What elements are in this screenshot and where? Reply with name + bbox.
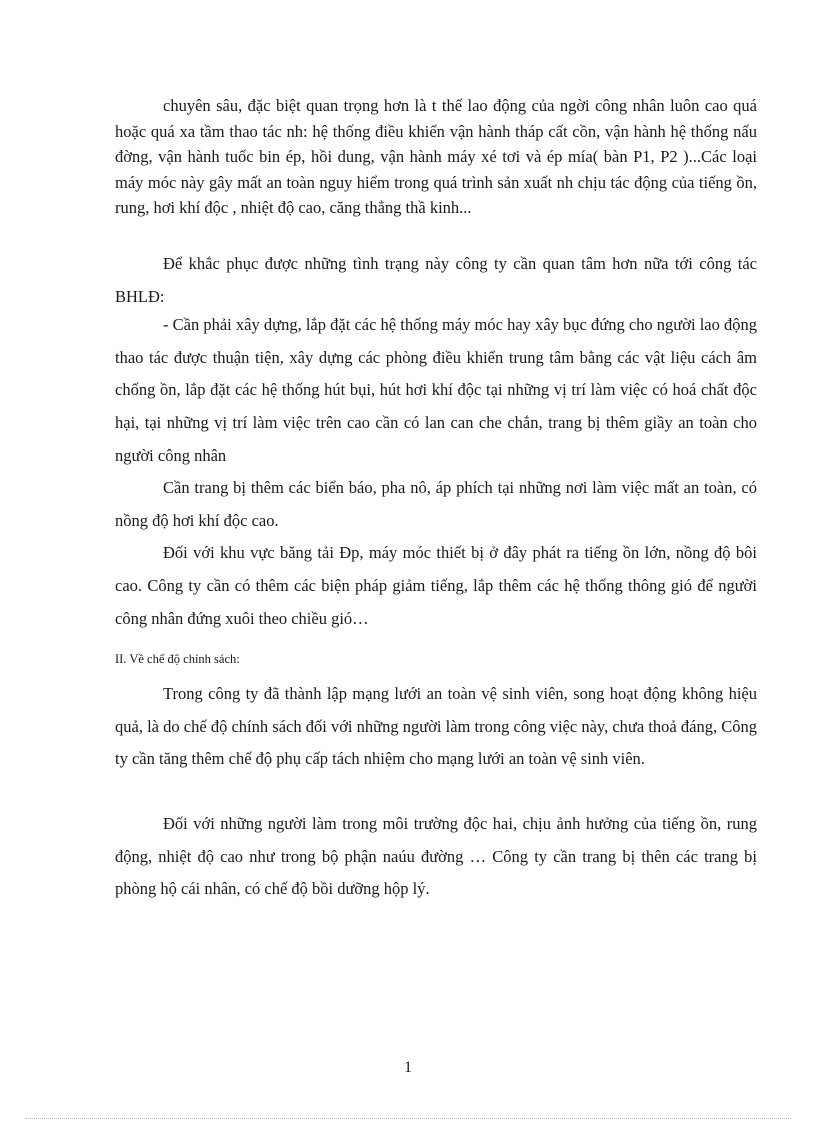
- footer-divider: [25, 1118, 791, 1119]
- paragraph-hazard-workers: Đối với những người làm trong môi trường độc hai, chịu ảnh hưởng của tiếng ồn, rung động, nhiệt độ cao như trong bộ phận naúu đường … Công ty cần trang bị thên các trang bị phòng hộ cái nhân, có chế độ bồi dưỡng hộp lý.: [115, 814, 757, 899]
- paragraph-work-posture: chuyên sâu, đặc biệt quan trọng hơn là t thế lao động của ngời công nhân luôn cao quá hoặc quá xa tầm thao tác nh: hệ thống điều khiển vận hành tháp cất cồn, vận hành hệ thống nấu đờng, vận hành tuốc bin ép, hồi dung, vận hành máy xé tơi và ép mía( bàn P1, P2 )...Các loại máy móc này gây mất an toàn nguy hiểm trong quá trình sản xuất nh chịu tác động của tiếng ồn, rung, hơi khí độc , nhiệt độ cao, căng thẳng thầ kinh...: [115, 96, 757, 217]
- paragraph-conveyor-area: Đối với khu vực băng tải Đp, máy móc thiết bị ở đây phát ra tiếng ồn lớn, nồng độ bôi cao. Công ty cần có thêm các biện pháp giảm tiếng, lắp thêm các hệ thống thông gió để người công nhân đứng xuôi theo chiều gió…: [115, 543, 757, 628]
- paragraph-safety-network: Trong công ty đã thành lập mạng lưới an toàn vệ sinh viên, song hoạt động không hiệu quả, là do chế độ chính sách đối với những người làm trong công việc này, chưa thoả đáng, Công ty cần tăng thêm chế độ phụ cấp tách nhiệm cho mạng lưới an toàn vệ sinh viên.: [115, 684, 757, 769]
- page-number: 1: [404, 1059, 412, 1076]
- paragraph-warning-signs: Cần trang bị thêm các biển báo, pha nô, áp phích tại những nơi làm việc mất an toàn, có nồng độ hơi khí độc cao.: [115, 478, 757, 530]
- section-heading-policy: II. Về chế độ chính sách:: [115, 652, 240, 666]
- paragraph-equipment-measures: - Cần phải xây dựng, lắp đặt các hệ thống máy móc hay xây bục đứng cho người lao động thao tác được thuận tiện, xây dựng các phòng điều khiển trung tâm bằng các vật liệu cách âm chống ồn, lắp đặt các hệ thống hút bụi, hút hơi khí độc tại những vị trí làm việc có hoá chất độc hại, tại những vị trí làm việc trên cao cần có lan can che chắn, trang bị thêm giầy an toàn cho người công nhân: [115, 315, 757, 465]
- paragraph-remedy-intro: Để khắc phục được những tình trạng này công ty cần quan tâm hơn nữa tới công tác BHLĐ:: [115, 254, 757, 306]
